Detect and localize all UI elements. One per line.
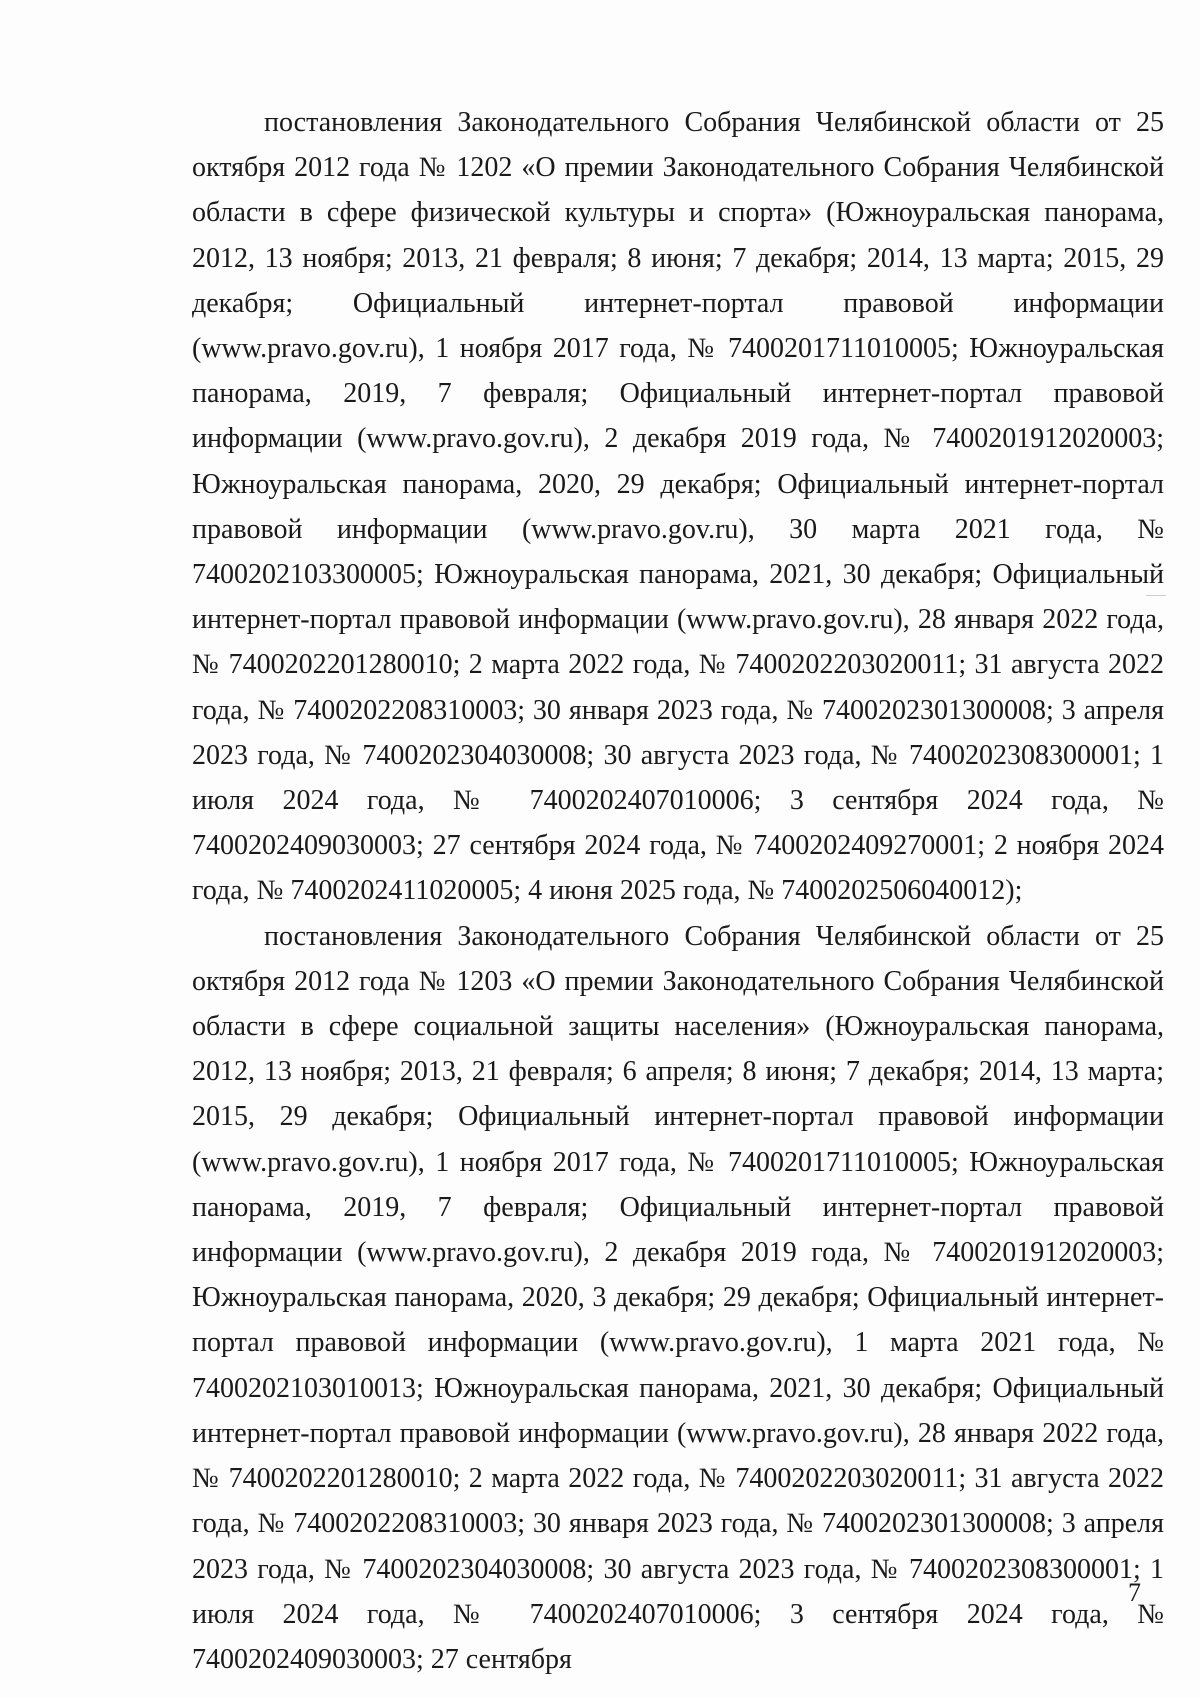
paragraph-resolution-1202: постановления Законодательного Собрания Челябинской области от 25 октября 2012 года № 1202 «О премии Законодательного Собрания Челябинской области в сфере физической культуры и спорта» (Южноуральская панорама, 2012, 13 ноября; 2013, 21 февраля; 8 июня; 7 декабря; 2014, 13 марта; 2015, 29 декабря; Официальный интернет-портал правовой информации (www.pravo.gov.ru), 1 ноября 2017 года, № 7400201711010005; Южноуральская панорама, 2019, 7 февраля; Официальный интернет-портал правовой информации (www.pravo.gov.ru), 2 декабря 2019 года, № 7400201912020003; Южноуральская панорама, 2020, 29 декабря; Официальный интернет-портал правовой информации (www.pravo.gov.ru), 30 марта 2021 года, № 7400202103300005; Южноуральская панорама, 2021, 30 декабря; Официальный интернет-портал правовой информации (www.pravo.gov.ru), 28 января 2022 года, № 7400202201280010; 2 марта 2022 года, № 7400202203020011; 31 августа 2022 года, № 7400202208310003; 30 января 2023 года, № 7400202301300008; 3 апреля 2023 года, № 7400202304030008; 30 августа 2023 года, № 7400202308300001; 1 июля 2024 года, № 7400202407010006; 3 сентября 2024 года, № 7400202409030003; 27 сентября 2024 года, № 7400202409270001; 2 ноября 2024 года, № 7400202411020005; 4 июня 2025 года, № 7400202506040012); [192,107,1164,907]
page-number: 7 [1128,1578,1141,1607]
scan-artifact [1146,595,1166,596]
document-body [192,100,1164,1682]
paragraph-resolution-1203: постановления Законодательного Собрания Челябинской области от 25 октября 2012 года № 1203 «О премии Законодательного Собрания Челябинской области в сфере социальной защиты населения» (Южноуральская панорама, 2012, 13 ноября; 2013, 21 февраля; 6 апреля; 8 июня; 7 декабря; 2014, 13 марта; 2015, 29 декабря; Официальный интернет-портал правовой информации (www.pravo.gov.ru), 1 ноября 2017 года, № 7400201711010005; Южноуральская панорама, 2019, 7 февраля; Официальный интернет-портал правовой информации (www.pravo.gov.ru), 2 декабря 2019 года, № 7400201912020003; Южноуральская панорама, 2020, 3 декабря; 29 декабря; Официальный интернет-портал правовой информации (www.pravo.gov.ru), 1 марта 2021 года, № 7400202103010013; Южноуральская панорама, 2021, 30 декабря; Официальный интернет-портал правовой информации (www.pravo.gov.ru), 28 января 2022 года, № 7400202201280010; 2 марта 2022 года, № 7400202203020011; 31 августа 2022 года, № 7400202208310003; 30 января 2023 года, № 7400202301300008; 3 апреля 2023 года, № 7400202304030008; 30 августа 2023 года, № 7400202308300001; 1 июля 2024 года, № 7400202407010006; 3 сентября 2024 года, № 7400202409030003; 27 сентября [192,920,1164,1675]
